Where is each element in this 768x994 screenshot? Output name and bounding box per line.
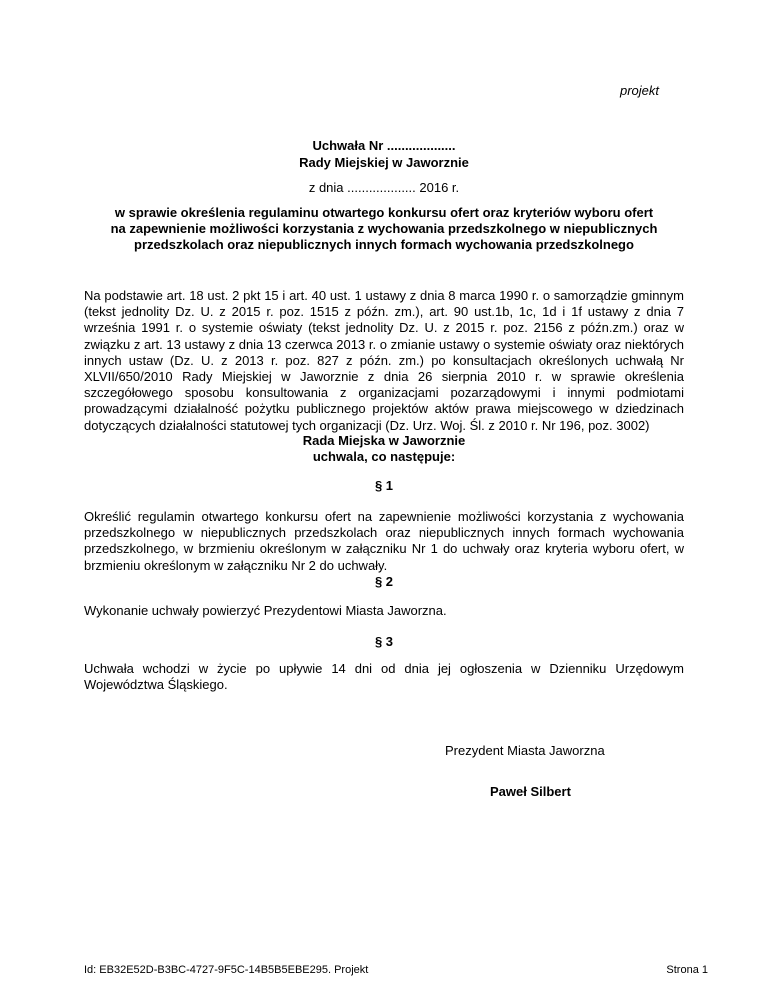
section-2-text: Wykonanie uchwały powierzyć Prezydentowi Miasta Jaworzna. bbox=[84, 603, 447, 618]
subject-line-2: na zapewnienie możliwości korzystania z wychowania przedszkolnego w niepublicznych bbox=[110, 221, 658, 236]
resolution-subject bbox=[80, 205, 688, 253]
signatory-position: Prezydent Miasta Jaworzna bbox=[445, 743, 605, 758]
section-1-text: Określić regulamin otwartego konkursu ofert na zapewnienie możliwości korzystania z wychowania przedszkolnego w niepublicznych przedszkolach oraz niepublicznych innych formach wychowania przedszkolnego, w brzmieniu określonym w załączniku Nr 1 do uchwały oraz kryteria wyboru ofert, w brzmieniu określonym w załączniku Nr 2 do uchwały. bbox=[84, 509, 684, 573]
section-1-symbol: § 1 bbox=[374, 478, 394, 493]
resolution-title bbox=[0, 137, 768, 171]
subject-line-3: przedszkolach oraz niepublicznych innych formach wychowania przedszkolnego bbox=[134, 237, 634, 252]
draft-label: projekt bbox=[620, 83, 660, 98]
enactment-formula: uchwala, co następuje: bbox=[312, 449, 456, 464]
enactment-body: Rada Miejska w Jaworznie bbox=[302, 433, 466, 448]
resolution-number: Uchwała Nr ................... bbox=[312, 138, 456, 153]
section-2-symbol: § 2 bbox=[374, 574, 394, 589]
footer-page-number: Strona 1 bbox=[666, 964, 708, 976]
footer-document-id: Id: EB32E52D-B3BC-4727-9F5C-14B5B5EBE295. Projekt bbox=[84, 964, 369, 976]
signatory-name: Paweł Silbert bbox=[490, 784, 571, 799]
council-name: Rady Miejskiej w Jaworznie bbox=[299, 155, 469, 170]
section-3-text: Uchwała wchodzi w życie po upływie 14 dni od dnia jej ogłoszenia w Dzienniku Urzędowym Województwa Śląskiego. bbox=[84, 661, 684, 693]
section-3-symbol: § 3 bbox=[374, 634, 394, 649]
enactment-clause bbox=[0, 433, 768, 465]
subject-line-1: w sprawie określenia regulaminu otwartego konkursu ofert oraz kryteriów wyboru ofert bbox=[114, 205, 654, 220]
resolution-date: z dnia ................... 2016 r. bbox=[308, 180, 460, 195]
legal-basis-preamble: Na podstawie art. 18 ust. 2 pkt 15 i art. 40 ust. 1 ustawy z dnia 8 marca 1990 r. o samorządzie gminnym (tekst jednolity Dz. U. z 2015 r. poz. 1515 z późn. zm.), art. 90 ust.1b, 1c, 1d i 1f ustawy z dnia 7 września 1991 r. o systemie oświaty (tekst jednolity Dz. U. z 2015 r. poz. 2156 z późn.zm.) oraz w związku z art. 13 ustawy z dnia 13 czerwca 2013 r. o zmianie ustawy o systemie oświaty oraz niektórych innych ustaw (Dz. U. z 2013 r. poz. 827 z późn. zm.) po konsultacjach określonych uchwałą Nr XLVII/650/2010 Rady Miejskiej w Jaworznie z dnia 26 sierpnia 2010 r. w sprawie określenia szczegółowego sposobu konsultowania z organizacjami pozarządowymi i innymi podmiotami prowadzącymi działalność pożytku publicznego projektów aktów prawa miejscowego w dziedzinach dotyczących działalności statutowej tych organizacji (Dz. Urz. Woj. Śl. z 2010 r. Nr 196, poz. 3002) bbox=[84, 288, 684, 433]
